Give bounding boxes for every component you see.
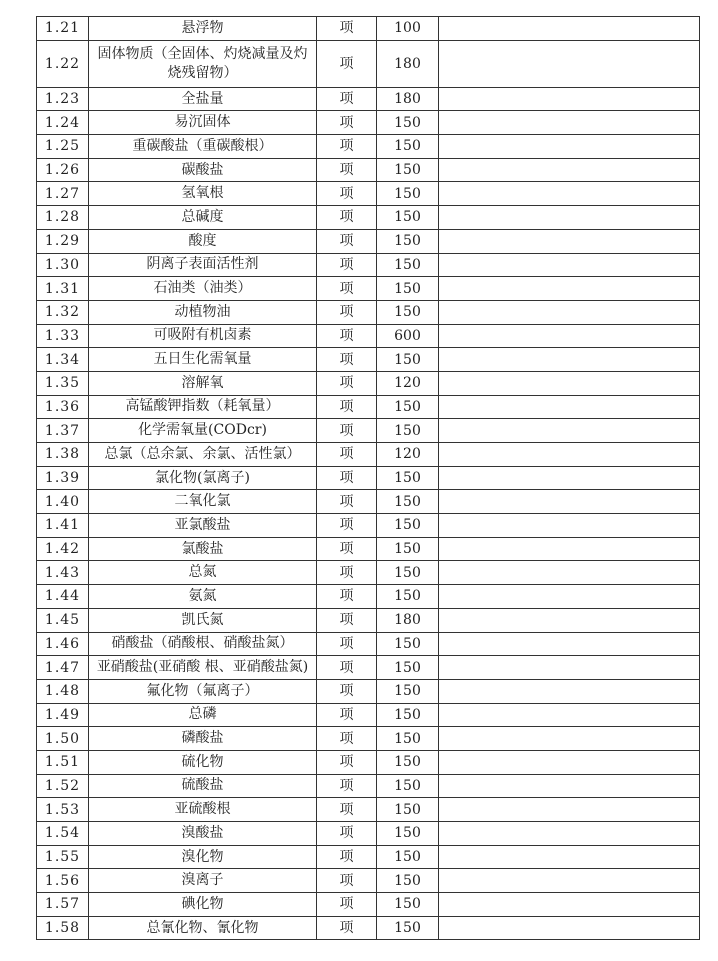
- table-row: [37, 585, 700, 609]
- item-name-cell: 氯酸盐: [89, 537, 317, 561]
- table-row: [37, 443, 700, 467]
- item-name-cell: 五日生化需氧量: [89, 348, 317, 372]
- item-note-cell: [439, 893, 700, 917]
- table-row: [37, 324, 700, 348]
- table-row: [37, 206, 700, 230]
- item-name-cell: 悬浮物: [89, 17, 317, 41]
- table-row: [37, 632, 700, 656]
- table-row: [37, 608, 700, 632]
- item-number-cell: 1.48: [37, 679, 89, 703]
- item-note-cell: [439, 300, 700, 324]
- item-unit-cell: 项: [317, 40, 377, 87]
- item-number-cell: 1.38: [37, 443, 89, 467]
- item-note-cell: [439, 632, 700, 656]
- item-note-cell: [439, 727, 700, 751]
- item-note-cell: [439, 324, 700, 348]
- table-row: [37, 300, 700, 324]
- table-row: [37, 229, 700, 253]
- item-name-cell: 总碱度: [89, 206, 317, 230]
- item-unit-cell: 项: [317, 608, 377, 632]
- table-row: [37, 395, 700, 419]
- item-name-cell: 酸度: [89, 229, 317, 253]
- item-note-cell: [439, 514, 700, 538]
- item-name-cell: 化学需氧量(CODcr): [89, 419, 317, 443]
- table-row: [37, 111, 700, 135]
- item-number-cell: 1.49: [37, 703, 89, 727]
- item-name-cell: 重碳酸盐（重碳酸根）: [89, 135, 317, 159]
- item-price-cell: 150: [377, 561, 439, 585]
- item-unit-cell: 项: [317, 348, 377, 372]
- item-name-cell: 氨氮: [89, 585, 317, 609]
- table-row: [37, 869, 700, 893]
- item-note-cell: [439, 822, 700, 846]
- item-unit-cell: 项: [317, 656, 377, 680]
- item-name-cell: 全盐量: [89, 87, 317, 111]
- item-number-cell: 1.35: [37, 371, 89, 395]
- item-note-cell: [439, 466, 700, 490]
- item-number-cell: 1.56: [37, 869, 89, 893]
- item-price-cell: 150: [377, 679, 439, 703]
- item-name-cell: 硫酸盐: [89, 774, 317, 798]
- item-note-cell: [439, 395, 700, 419]
- item-unit-cell: 项: [317, 395, 377, 419]
- item-unit-cell: 项: [317, 182, 377, 206]
- item-note-cell: [439, 277, 700, 301]
- item-name-cell: 固体物质（全固体、灼烧减量及灼烧残留物）: [89, 40, 317, 87]
- item-number-cell: 1.24: [37, 111, 89, 135]
- item-number-cell: 1.31: [37, 277, 89, 301]
- item-note-cell: [439, 608, 700, 632]
- item-note-cell: [439, 798, 700, 822]
- item-number-cell: 1.53: [37, 798, 89, 822]
- item-number-cell: 1.27: [37, 182, 89, 206]
- item-unit-cell: 项: [317, 87, 377, 111]
- item-name-cell: 总氰化物、氰化物: [89, 916, 317, 940]
- item-unit-cell: 项: [317, 419, 377, 443]
- item-name-cell: 碘化物: [89, 893, 317, 917]
- item-name-cell: 总氯（总余氯、余氯、活性氯）: [89, 443, 317, 467]
- fee-table: [36, 16, 700, 940]
- item-number-cell: 1.34: [37, 348, 89, 372]
- table-row: [37, 87, 700, 111]
- item-unit-cell: 项: [317, 514, 377, 538]
- item-unit-cell: 项: [317, 229, 377, 253]
- item-number-cell: 1.51: [37, 750, 89, 774]
- item-note-cell: [439, 869, 700, 893]
- item-unit-cell: 项: [317, 158, 377, 182]
- item-unit-cell: 项: [317, 798, 377, 822]
- item-name-cell: 石油类（油类）: [89, 277, 317, 301]
- item-name-cell: 氢氧根: [89, 182, 317, 206]
- item-name-cell: 高锰酸钾指数（耗氧量）: [89, 395, 317, 419]
- table-row: [37, 490, 700, 514]
- item-name-cell: 阴离子表面活性剂: [89, 253, 317, 277]
- item-number-cell: 1.43: [37, 561, 89, 585]
- table-row: [37, 466, 700, 490]
- table-row: [37, 679, 700, 703]
- item-price-cell: 150: [377, 300, 439, 324]
- item-number-cell: 1.28: [37, 206, 89, 230]
- item-unit-cell: 项: [317, 17, 377, 41]
- item-price-cell: 150: [377, 774, 439, 798]
- item-name-cell: 磷酸盐: [89, 727, 317, 751]
- item-number-cell: 1.29: [37, 229, 89, 253]
- item-unit-cell: 项: [317, 206, 377, 230]
- item-note-cell: [439, 87, 700, 111]
- item-price-cell: 150: [377, 798, 439, 822]
- item-note-cell: [439, 135, 700, 159]
- item-price-cell: 150: [377, 632, 439, 656]
- item-note-cell: [439, 490, 700, 514]
- item-number-cell: 1.44: [37, 585, 89, 609]
- item-unit-cell: 项: [317, 822, 377, 846]
- item-name-cell: 硫化物: [89, 750, 317, 774]
- table-row: [37, 537, 700, 561]
- table-row: [37, 822, 700, 846]
- table-row: [37, 845, 700, 869]
- table-row: [37, 893, 700, 917]
- item-price-cell: 150: [377, 182, 439, 206]
- item-price-cell: 150: [377, 277, 439, 301]
- item-price-cell: 150: [377, 395, 439, 419]
- item-note-cell: [439, 679, 700, 703]
- item-price-cell: 150: [377, 490, 439, 514]
- item-unit-cell: 项: [317, 632, 377, 656]
- item-number-cell: 1.46: [37, 632, 89, 656]
- table-row: [37, 703, 700, 727]
- item-unit-cell: 项: [317, 774, 377, 798]
- item-number-cell: 1.45: [37, 608, 89, 632]
- item-price-cell: 150: [377, 845, 439, 869]
- item-number-cell: 1.36: [37, 395, 89, 419]
- item-name-cell: 动植物油: [89, 300, 317, 324]
- item-price-cell: 150: [377, 585, 439, 609]
- item-note-cell: [439, 561, 700, 585]
- item-price-cell: 150: [377, 419, 439, 443]
- item-price-cell: 150: [377, 727, 439, 751]
- item-number-cell: 1.50: [37, 727, 89, 751]
- item-note-cell: [439, 182, 700, 206]
- item-price-cell: 120: [377, 443, 439, 467]
- item-number-cell: 1.26: [37, 158, 89, 182]
- item-number-cell: 1.32: [37, 300, 89, 324]
- table-row: [37, 419, 700, 443]
- item-price-cell: 150: [377, 111, 439, 135]
- item-price-cell: 150: [377, 703, 439, 727]
- item-price-cell: 120: [377, 371, 439, 395]
- item-note-cell: [439, 845, 700, 869]
- item-name-cell: 二氧化氯: [89, 490, 317, 514]
- item-unit-cell: 项: [317, 300, 377, 324]
- table-row: [37, 916, 700, 940]
- item-price-cell: 150: [377, 537, 439, 561]
- item-name-cell: 亚硫酸根: [89, 798, 317, 822]
- item-unit-cell: 项: [317, 585, 377, 609]
- item-note-cell: [439, 585, 700, 609]
- item-unit-cell: 项: [317, 561, 377, 585]
- item-note-cell: [439, 443, 700, 467]
- item-price-cell: 150: [377, 206, 439, 230]
- item-unit-cell: 项: [317, 253, 377, 277]
- item-name-cell: 溴离子: [89, 869, 317, 893]
- item-number-cell: 1.23: [37, 87, 89, 111]
- item-name-cell: 溴化物: [89, 845, 317, 869]
- table-row: [37, 135, 700, 159]
- item-price-cell: 180: [377, 608, 439, 632]
- table-row: [37, 798, 700, 822]
- item-note-cell: [439, 774, 700, 798]
- item-number-cell: 1.25: [37, 135, 89, 159]
- item-price-cell: 150: [377, 750, 439, 774]
- item-note-cell: [439, 419, 700, 443]
- table-row: [37, 774, 700, 798]
- item-note-cell: [439, 253, 700, 277]
- table-row: [37, 182, 700, 206]
- item-price-cell: 100: [377, 17, 439, 41]
- item-note-cell: [439, 750, 700, 774]
- item-unit-cell: 项: [317, 324, 377, 348]
- item-note-cell: [439, 348, 700, 372]
- item-unit-cell: 项: [317, 893, 377, 917]
- table-row: [37, 561, 700, 585]
- item-number-cell: 1.41: [37, 514, 89, 538]
- item-price-cell: 150: [377, 253, 439, 277]
- item-unit-cell: 项: [317, 727, 377, 751]
- item-unit-cell: 项: [317, 869, 377, 893]
- item-price-cell: 150: [377, 158, 439, 182]
- item-name-cell: 氯化物(氯离子): [89, 466, 317, 490]
- item-unit-cell: 项: [317, 916, 377, 940]
- item-unit-cell: 项: [317, 277, 377, 301]
- table-row: [37, 371, 700, 395]
- item-name-cell: 亚硝酸盐(亚硝酸 根、亚硝酸盐氮): [89, 656, 317, 680]
- item-unit-cell: 项: [317, 845, 377, 869]
- item-note-cell: [439, 371, 700, 395]
- item-price-cell: 180: [377, 87, 439, 111]
- item-price-cell: 150: [377, 135, 439, 159]
- table-row: [37, 277, 700, 301]
- item-note-cell: [439, 206, 700, 230]
- item-number-cell: 1.30: [37, 253, 89, 277]
- item-price-cell: 150: [377, 656, 439, 680]
- table-row: [37, 253, 700, 277]
- item-price-cell: 150: [377, 514, 439, 538]
- item-unit-cell: 项: [317, 490, 377, 514]
- item-name-cell: 易沉固体: [89, 111, 317, 135]
- item-note-cell: [439, 17, 700, 41]
- item-unit-cell: 项: [317, 679, 377, 703]
- item-price-cell: 150: [377, 893, 439, 917]
- item-name-cell: 可吸附有机卤素: [89, 324, 317, 348]
- item-number-cell: 1.37: [37, 419, 89, 443]
- item-note-cell: [439, 158, 700, 182]
- item-number-cell: 1.57: [37, 893, 89, 917]
- item-number-cell: 1.39: [37, 466, 89, 490]
- item-note-cell: [439, 111, 700, 135]
- item-note-cell: [439, 537, 700, 561]
- item-unit-cell: 项: [317, 466, 377, 490]
- item-unit-cell: 项: [317, 443, 377, 467]
- item-note-cell: [439, 703, 700, 727]
- item-note-cell: [439, 916, 700, 940]
- item-note-cell: [439, 229, 700, 253]
- table-row: [37, 656, 700, 680]
- item-name-cell: 溶解氧: [89, 371, 317, 395]
- item-unit-cell: 项: [317, 703, 377, 727]
- item-note-cell: [439, 40, 700, 87]
- item-price-cell: 150: [377, 916, 439, 940]
- item-number-cell: 1.22: [37, 40, 89, 87]
- table-row: [37, 727, 700, 751]
- item-price-cell: 150: [377, 466, 439, 490]
- fee-table-body: [37, 17, 700, 940]
- table-row: [37, 17, 700, 41]
- item-name-cell: 总磷: [89, 703, 317, 727]
- table-row: [37, 514, 700, 538]
- item-name-cell: 碳酸盐: [89, 158, 317, 182]
- table-row: [37, 40, 700, 87]
- item-unit-cell: 项: [317, 750, 377, 774]
- item-unit-cell: 项: [317, 371, 377, 395]
- item-name-cell: 总氮: [89, 561, 317, 585]
- item-unit-cell: 项: [317, 135, 377, 159]
- item-unit-cell: 项: [317, 537, 377, 561]
- item-price-cell: 150: [377, 348, 439, 372]
- item-name-cell: 硝酸盐（硝酸根、硝酸盐氮）: [89, 632, 317, 656]
- item-number-cell: 1.33: [37, 324, 89, 348]
- item-name-cell: 凯氏氮: [89, 608, 317, 632]
- item-number-cell: 1.52: [37, 774, 89, 798]
- item-number-cell: 1.55: [37, 845, 89, 869]
- table-row: [37, 750, 700, 774]
- item-name-cell: 溴酸盐: [89, 822, 317, 846]
- item-name-cell: 氟化物（氟离子）: [89, 679, 317, 703]
- item-number-cell: 1.21: [37, 17, 89, 41]
- item-number-cell: 1.40: [37, 490, 89, 514]
- item-price-cell: 600: [377, 324, 439, 348]
- item-note-cell: [439, 656, 700, 680]
- item-number-cell: 1.42: [37, 537, 89, 561]
- item-price-cell: 180: [377, 40, 439, 87]
- item-price-cell: 150: [377, 822, 439, 846]
- item-unit-cell: 项: [317, 111, 377, 135]
- item-name-cell: 亚氯酸盐: [89, 514, 317, 538]
- item-number-cell: 1.47: [37, 656, 89, 680]
- item-price-cell: 150: [377, 869, 439, 893]
- item-number-cell: 1.54: [37, 822, 89, 846]
- item-price-cell: 150: [377, 229, 439, 253]
- table-row: [37, 158, 700, 182]
- table-row: [37, 348, 700, 372]
- item-number-cell: 1.58: [37, 916, 89, 940]
